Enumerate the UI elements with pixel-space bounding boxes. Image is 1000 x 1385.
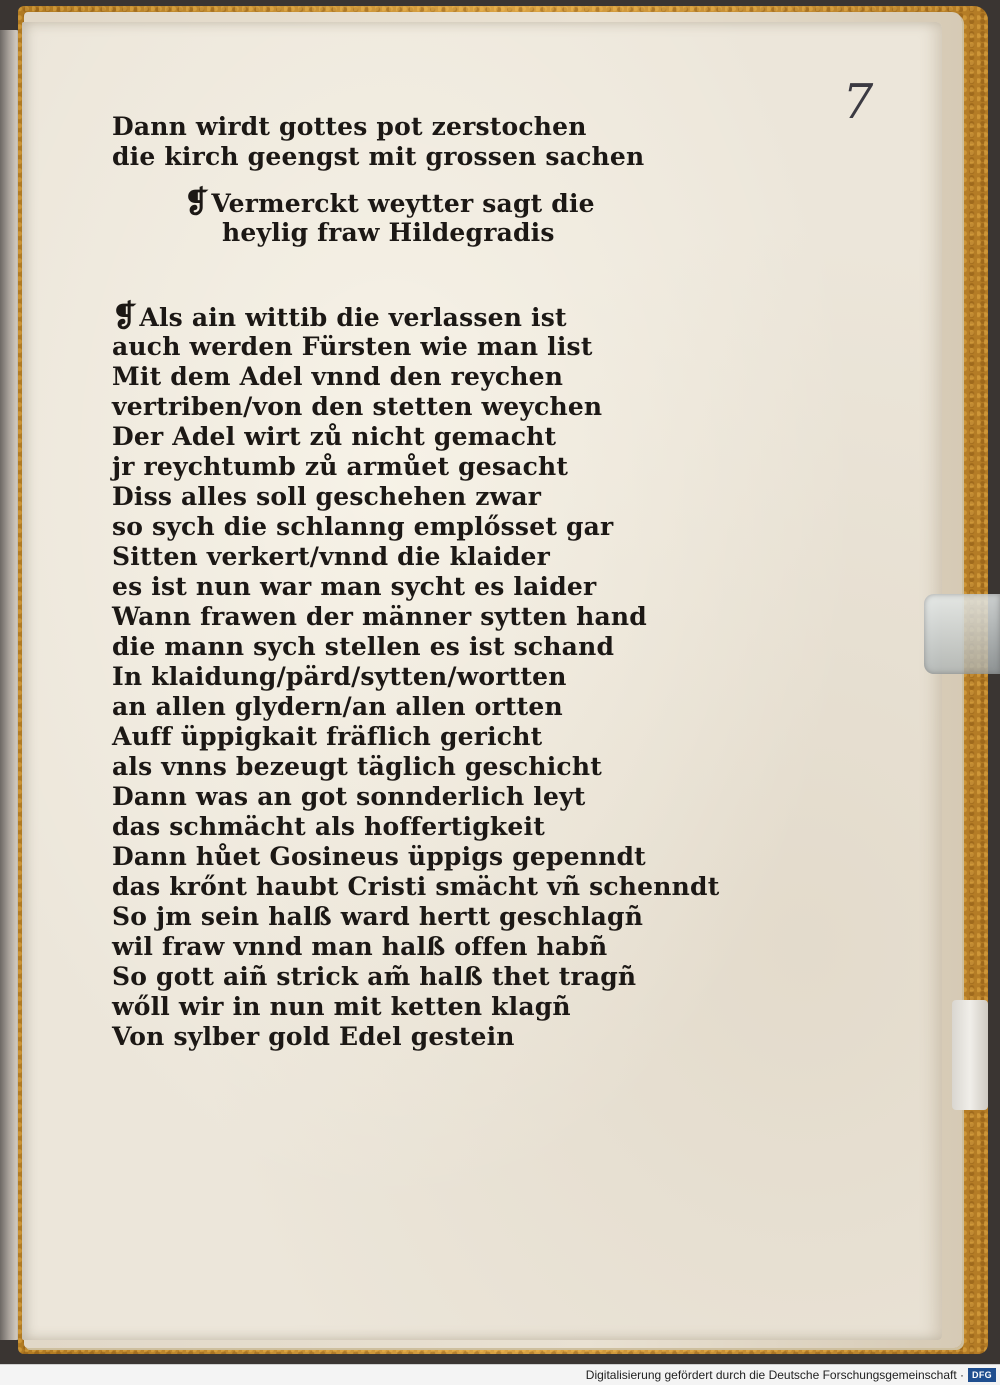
verse-text: Als ain wittib die verlassen ist xyxy=(139,303,567,332)
verse-line: wil fraw vnnd man halß offen habñ xyxy=(112,932,608,961)
verse-line: auch werden Fürsten wie man list xyxy=(112,332,593,361)
verse-line: So gott aiñ strick am̃ halß thet tragñ xyxy=(112,962,637,991)
verse-line: Der Adel wirt zů nicht gemacht xyxy=(112,422,557,451)
verse-line: das schmächt als hoffertigkeit xyxy=(112,812,545,841)
heading-line: heylig fraw Hildegradis xyxy=(222,218,555,247)
pilcrow-icon: ❡ xyxy=(112,299,138,334)
folio-number: 7 xyxy=(842,74,874,130)
printed-text-block xyxy=(112,112,720,1052)
verse-line: die mann sych stellen es ist schand xyxy=(112,632,615,661)
verse-line: es ist nun war man sycht es laider xyxy=(112,572,597,601)
text-line: Dann wirdt gottes pot zerstochen xyxy=(112,112,587,141)
verse-line: wőll wir in nun mit ketten klagñ xyxy=(112,992,571,1021)
verse-line: Von sylber gold Edel gestein xyxy=(112,1022,515,1051)
verse-line: Mit dem Adel vnnd den reychen xyxy=(112,362,564,391)
footer-credit: Digitalisierung gefördert durch die Deutsche Forschungsgemeinschaft · xyxy=(585,1368,964,1382)
verse-line: als vnns bezeugt täglich geschicht xyxy=(112,752,602,781)
verse-line: an allen glydern/an allen ortten xyxy=(112,692,563,721)
footer-bar xyxy=(0,1364,1000,1385)
verse-line: das krőnt haubt Cristi smächt vñ schenndt xyxy=(112,872,720,901)
verse-line: vertriben/von den stetten weychen xyxy=(112,392,603,421)
paper-patch xyxy=(952,1000,988,1110)
verse-line: so sych die schlanng emplősset gar xyxy=(112,512,614,541)
verse-line xyxy=(112,299,672,334)
verse-line: So jm sein halß ward hertt geschlagñ xyxy=(112,902,644,931)
verse-line: In klaidung/pärd/sytten/wortten xyxy=(112,662,567,691)
verse-line: Dann was an got sonnderlich leyt xyxy=(112,782,586,811)
verse-line: Dann hůet Gosineus üppigs gepenndt xyxy=(112,842,646,871)
verse-line: Sitten verkert/vnnd die klaider xyxy=(112,542,551,571)
heading-line xyxy=(184,185,672,220)
text-line: die kirch geengst mit grossen sachen xyxy=(112,142,645,171)
verse-line: Wann frawen der männer sytten hand xyxy=(112,602,647,631)
heading-text: Vermerckt weytter sagt die xyxy=(211,189,595,218)
pilcrow-icon: ❡ xyxy=(184,185,210,220)
verse-line: Diss alles soll geschehen zwar xyxy=(112,482,542,511)
clear-tab xyxy=(924,594,1000,674)
section-heading xyxy=(112,185,672,248)
dfg-logo: DFG xyxy=(968,1368,996,1382)
verse-line: jr reychtumb zů armůet gesacht xyxy=(112,452,569,481)
verse-block xyxy=(112,299,720,1052)
verse-line: Auff üppigkait fräflich gericht xyxy=(112,722,543,751)
opening-lines xyxy=(112,112,672,172)
